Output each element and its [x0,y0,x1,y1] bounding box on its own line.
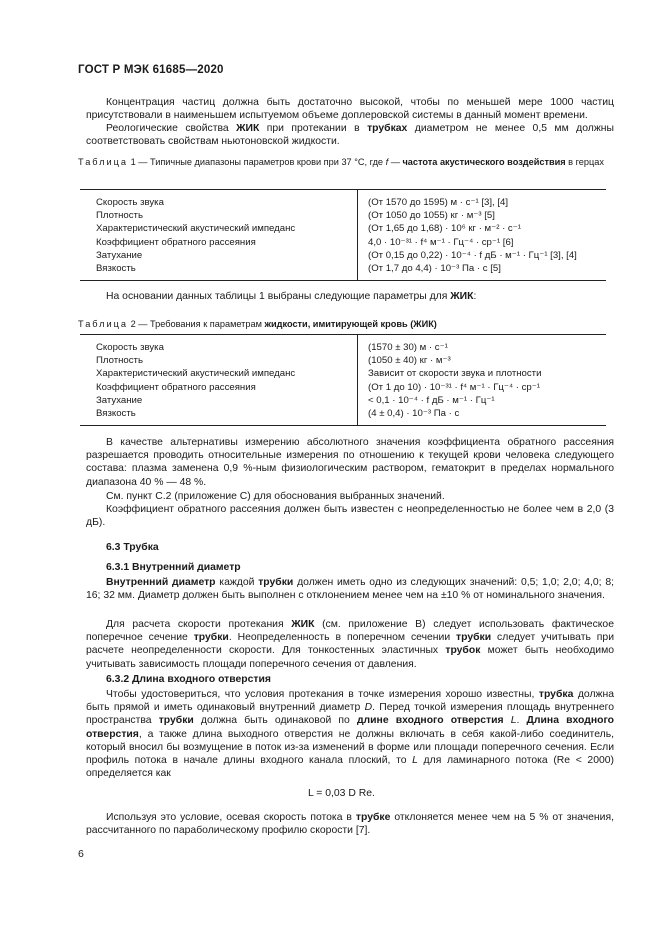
term-tube: трубка [538,689,574,700]
value-cell: (От 1570 до 1595) м · с⁻¹ [3], [4] [368,197,509,208]
value-cell: < 0,1 · 10⁻⁴ · f дБ · м⁻¹ · Гц⁻¹ [368,394,495,406]
table-row [80,394,606,407]
text-run: должен иметь одно из следующих значений: 0,5; 1,0; 2,0; 4,0; 8; 16; 32 мм. Диаметр должен быть выполнен с отклонением менее чем на ±10 % от номинального значения. [86,577,615,602]
text-run: Используя это условие, осевая скорость потока в [106,812,356,823]
term-tube: трубки [258,577,294,588]
text-run: . Неопределенность в поперечном сечении [228,632,457,644]
text-run: может быть необходимо учитывать зависимость площади поперечного сечения от давления. [86,645,614,670]
heading-6-3-2: 6.3.2 Длина входного отверстия [106,674,271,685]
table-row [80,335,606,354]
term-bmf: ЖИК [291,619,315,630]
text-run: Чтобы удостовериться, что условия протекания в точке измерения хорошо известны, [106,689,539,700]
value-cell: Зависит от скорости звука и плотности [368,368,542,380]
param-cell: Коэффициент обратного рассеяния [80,381,358,394]
term-tube: трубки [158,715,194,727]
caption-label: Таблица [78,319,129,329]
param-cell: Характеристический акустический импеданс [80,222,358,235]
paragraph-see-annex: См. пункт С.2 (приложение С) для обоснования выбранных значений. [106,491,445,502]
paragraph-inner-diameter [86,576,614,602]
caption-label: Таблица [78,157,129,167]
caption-tail: в герцах [565,157,604,167]
caption-term: частота акустического воздействия [402,157,566,167]
paragraph-uncertainty: Коэффициент обратного рассеяния должен быть известен с неопределенностью не более чем в 2,0 (3 дБ). [86,504,614,529]
paragraph-flow-rate [86,618,614,671]
text-run: должна быть одинаковой по [193,715,357,727]
symbol-l: L [412,755,418,767]
table1-caption [78,156,618,168]
term-entrance-length: длине входного отверстия [356,715,504,727]
text-run: : [473,291,477,302]
term-entrance-length: Длина входного отверстия [86,715,614,740]
text-run: . [516,715,527,727]
text-run: На основании данных таблицы 1 выбраны следующие параметры для [106,291,451,302]
table-row [80,249,606,262]
table-row [80,190,606,209]
param-cell: Характеристический акустический импеданс [80,367,358,380]
table-row [80,236,606,249]
table-row [80,222,606,235]
term-tube: трубке [355,812,391,823]
text-run: (см. приложение В) следует использовать фактическое поперечное сечение [86,619,614,644]
param-cell: Скорость звука [80,335,358,354]
param-cell: Плотность [80,354,358,367]
value-cell: 4,0 · 10⁻³¹ · f⁴ м⁻¹ · Гц⁻⁴ · ср⁻¹ [6] [368,236,514,248]
term-bmf: ЖИК [450,291,474,302]
paragraph-selected-params [86,290,614,303]
value-cell: (4 ± 0,4) · 10⁻³ Па · с [368,408,460,420]
param-cell: Плотность [80,209,358,222]
text-run: следует учитывать при расчете неопределенности скорости. Для тонкостенных эластичных [86,632,615,657]
term-inner-diameter: Внутренний диаметр [106,577,216,588]
text-run: диаметром не менее 0,5 мм должны соответствовать свойствам ньютоновской жидкости. [86,123,614,148]
text-run: . Перед точкой измерения площадь внутреннего пространства [86,702,614,727]
table2 [80,334,606,426]
table1 [80,189,606,281]
term-tubes: трубок [445,645,481,657]
param-cell: Вязкость [80,407,358,425]
paragraph-entrance-length [86,688,614,780]
term-tube: трубки [456,632,492,644]
text-run: при протекании в [259,123,368,134]
table-row [80,367,606,380]
symbol-d: D [364,702,373,714]
param-cell: Вязкость [80,262,358,280]
caption-text: 1 — Типичные диапазоны параметров крови при 37 °С, где [128,157,386,167]
table-row [80,262,606,280]
text-run: , а также длина выходного отверстия не должны включать в себя какой-либо соединитель, который вносил бы возмущение в поток из-за изменений в форме или площади поперечного сечения. Если профиль потока в начале длины входного канала плоский, то [86,728,614,767]
param-cell: Скорость звука [80,190,358,209]
text-run: отклоняется менее чем на 5 % от значения, рассчитанного по параболическому профилю скорости [7]. [86,812,614,837]
table-row [80,354,606,367]
value-cell: (От 1 до 10) · 10⁻³¹ · f⁴ м⁻¹ · Гц⁻⁴ · ср⁻¹ [368,381,540,393]
caption-dash: — [388,157,403,167]
param-cell: Затухание [80,394,358,407]
text-run: должна быть прямой и иметь одинаковый внутренний диаметр [86,689,614,714]
table-row [80,407,606,425]
caption-term: жидкости, имитирующей кровь (ЖИК) [264,319,437,329]
running-header: ГОСТ Р МЭК 61685—2020 [78,64,224,76]
caption-text: 2 — Требования к параметрам [128,319,265,329]
param-cell: Затухание [80,249,358,262]
heading-6-3-1: 6.3.1 Внутренний диаметр [106,562,241,573]
paragraph-relative-measurement: В качестве альтернативы измерению абсолютного значения коэффициента обратного рассеяния разрешается проводить относительные измерения по отношению к текущей крови человека следующего состава: плазма заменена 0,9 %-ным физиологическим раствором, гематокрит в пределах нормального диапазона 40 % — 48 %. [86,437,614,488]
text-run: Реологические свойства [106,123,237,134]
table-row [80,381,606,394]
symbol-l: L [503,715,517,727]
value-cell: (От 1050 до 1055) кг · м⁻³ [5] [368,210,495,222]
value-cell: (1570 ± 30) м · с⁻¹ [368,342,448,353]
param-cell: Коэффициент обратного рассеяния [80,236,358,249]
formula-entrance-length: L = 0,03 D Re. [308,788,375,799]
text-run: каждой [215,577,259,588]
text-run: для ламинарного потока (Re < 2000) определяется как [86,755,614,780]
paragraph-axial-velocity [86,811,614,837]
table2-caption [78,318,618,330]
paragraph-particle-concentration: Концентрация частиц должна быть достаточно высокой, чтобы по меньшей мере 1000 частиц присутствовали в наименьшем испытуемом объеме доплеровской системы в данный момент времени. [86,97,614,122]
caption-f: f [385,157,389,167]
paragraph-rheology [86,122,614,148]
term-bmf: ЖИК [236,123,260,134]
heading-6-3: 6.3 Трубка [106,542,159,553]
value-cell: (От 1,7 до 4,4) · 10⁻³ Па · с [5] [368,263,501,275]
page-number: 6 [78,848,84,860]
value-cell: (От 1,65 до 1,68) · 10⁶ кг · м⁻² · с⁻¹ [368,223,521,235]
value-cell: (От 0,15 до 0,22) · 10⁻⁴ · f дБ · м⁻¹ · Гц⁻¹ [3], [4] [368,249,577,261]
term-tube: трубках [367,123,408,134]
term-tube: трубки [193,632,229,644]
value-cell: (1050 ± 40) кг · м⁻³ [368,355,451,367]
table-row [80,209,606,222]
text-run: Для расчета скорости протекания [106,619,292,630]
